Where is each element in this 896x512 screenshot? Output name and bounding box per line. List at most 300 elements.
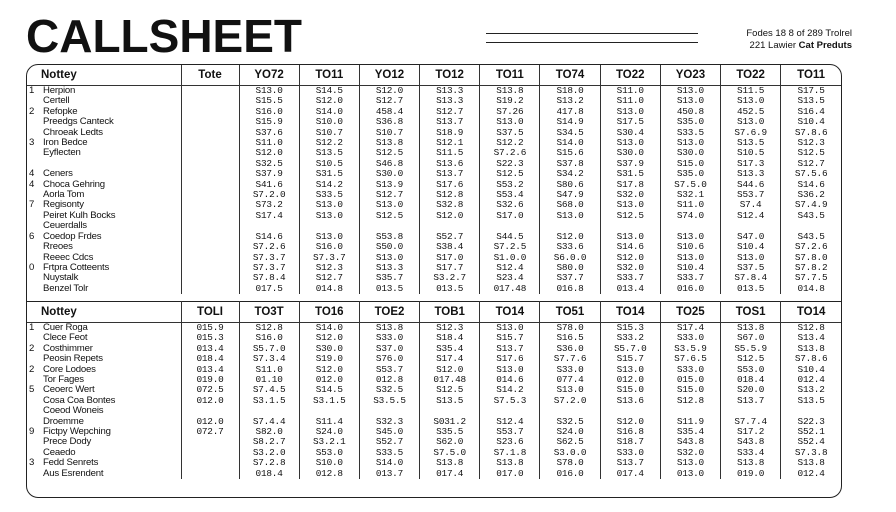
value-cell: S15.3 (600, 323, 660, 334)
tote-cell: 072.7 (181, 427, 239, 437)
value-cell: S35.7 (359, 273, 419, 283)
value-cell: S7.3.8 (781, 448, 841, 458)
value-cell: S10.4 (781, 117, 841, 127)
column-header-name: Nottey (27, 302, 181, 323)
value-cell: S13.8 (781, 458, 841, 468)
value-cell: 077.4 (540, 375, 600, 385)
value-cell: S53.7 (480, 427, 540, 437)
value-cell: S80.6 (540, 180, 600, 190)
value-cell (660, 406, 720, 416)
value-cell: 018.4 (239, 469, 299, 479)
table-row (27, 190, 841, 200)
tote-cell: 012.0 (181, 396, 239, 406)
value-cell (239, 221, 299, 231)
value-cell: S14.5 (299, 86, 359, 97)
value-cell: S12.3 (781, 138, 841, 148)
value-cell: S17.0 (480, 211, 540, 221)
value-cell: 013.5 (359, 284, 419, 294)
value-cell: S12.8 (781, 323, 841, 334)
value-cell: S13.0 (239, 86, 299, 97)
value-cell: S13.7 (420, 169, 480, 179)
row-name: Ceoerc Wert (43, 385, 95, 396)
value-cell: S12.7 (359, 190, 419, 200)
column-header-period: TO14 (480, 302, 540, 323)
row-name: Prece Dody (43, 437, 92, 448)
value-cell: 016.0 (660, 284, 720, 294)
column-header-period: YO72 (239, 65, 299, 86)
value-cell: S13.0 (299, 211, 359, 221)
value-cell: S10.0 (299, 117, 359, 127)
tote-cell: 072.5 (181, 385, 239, 395)
value-cell: S53.2 (480, 180, 540, 190)
value-cell: S12.7 (420, 107, 480, 117)
value-cell: S36.0 (540, 344, 600, 354)
value-cell: S7.8.6 (781, 128, 841, 138)
meta-line-2-prefix: 221 Lawier (749, 40, 797, 51)
row-label-cell (27, 406, 181, 416)
value-cell: S7.5.3 (480, 396, 540, 406)
value-cell: S17.4 (239, 211, 299, 221)
value-cell: S35.0 (660, 117, 720, 127)
value-cell: S32.5 (239, 159, 299, 169)
value-cell: S12.1 (420, 138, 480, 148)
table-row (27, 242, 841, 252)
row-label-cell (27, 138, 181, 148)
header-meta (746, 28, 852, 52)
value-cell: S12.8 (420, 190, 480, 200)
value-cell: 016.0 (540, 469, 600, 479)
value-cell: S15.6 (540, 148, 600, 158)
value-cell: S13.3 (420, 96, 480, 106)
value-cell: S33.2 (600, 333, 660, 343)
value-cell: S13.0 (600, 365, 660, 375)
table-row (27, 138, 841, 148)
value-cell: S12.0 (299, 365, 359, 375)
value-cell: S7.8.6 (781, 354, 841, 364)
value-cell: S16.0 (239, 107, 299, 117)
column-header-period: TO11 (480, 65, 540, 86)
value-cell: S11.4 (299, 417, 359, 427)
value-cell: S13.0 (660, 86, 720, 97)
value-cell: S3.5.9 (660, 344, 720, 354)
row-name: Iron Bedce (43, 138, 88, 149)
table-row (27, 107, 841, 117)
tote-cell: 013.4 (181, 344, 239, 354)
value-cell: S32.1 (660, 190, 720, 200)
value-cell: S12.0 (600, 417, 660, 427)
row-number: 4 (29, 179, 35, 190)
value-cell: S13.6 (600, 396, 660, 406)
column-header-period: YO23 (660, 65, 720, 86)
table-row (27, 128, 841, 138)
tote-cell (181, 117, 239, 127)
value-cell: 017.4 (600, 469, 660, 479)
tote-cell (181, 221, 239, 231)
header-rule-bottom (486, 42, 698, 43)
column-header-period: TO11 (781, 65, 841, 86)
value-cell: 017.0 (480, 469, 540, 479)
value-cell: S15.9 (239, 117, 299, 127)
table-row (27, 437, 841, 447)
value-cell: S32.5 (359, 385, 419, 395)
row-label-cell (27, 221, 181, 231)
column-header-period: TO14 (781, 302, 841, 323)
value-cell: S35.5 (420, 427, 480, 437)
tote-cell (181, 200, 239, 210)
value-cell: S33.5 (359, 448, 419, 458)
row-name: Ceners (43, 169, 73, 180)
table-row (27, 365, 841, 375)
row-name: Core Lodoes (43, 364, 96, 375)
callsheet-table-1 (27, 65, 841, 294)
value-cell: S13.0 (600, 232, 660, 242)
value-cell: 012.4 (781, 469, 841, 479)
row-name: Tor Fages (43, 375, 84, 386)
value-cell: S41.6 (239, 180, 299, 190)
value-cell: S15.5 (239, 96, 299, 106)
value-cell: 017.48 (420, 375, 480, 385)
value-cell: S13.8 (721, 458, 781, 468)
row-name: Preedgs Canteck (43, 117, 114, 128)
value-cell: S13.0 (480, 365, 540, 375)
table-row (27, 323, 841, 334)
row-number: 3 (29, 138, 35, 149)
tote-cell: 015.3 (181, 333, 239, 343)
value-cell (359, 221, 419, 231)
column-header-period: TOE2 (359, 302, 419, 323)
value-cell: 452.5 (721, 107, 781, 117)
value-cell: S13.0 (299, 200, 359, 210)
row-number: 1 (29, 322, 35, 333)
value-cell: 014.8 (781, 284, 841, 294)
row-label-cell (27, 417, 181, 427)
row-name: Peiret Kulh Bocks (43, 210, 116, 221)
table-row (27, 159, 841, 169)
value-cell: S12.0 (239, 148, 299, 158)
value-cell: S12.5 (480, 169, 540, 179)
tote-cell (181, 96, 239, 106)
value-cell: S35.4 (420, 344, 480, 354)
value-cell (480, 221, 540, 231)
value-cell: S10.4 (721, 242, 781, 252)
row-label-cell (27, 232, 181, 242)
value-cell: S14.6 (781, 180, 841, 190)
value-cell: S7.3.7 (299, 253, 359, 263)
row-name: Frtpra Cotteents (43, 262, 110, 273)
value-cell: S67.0 (721, 333, 781, 343)
value-cell (299, 221, 359, 231)
value-cell: S7.6.5 (660, 354, 720, 364)
callsheet-title: CALLSHEET (26, 10, 302, 62)
row-label-cell (27, 159, 181, 169)
tote-cell (181, 406, 239, 416)
value-cell: S14.0 (299, 107, 359, 117)
value-cell: S17.0 (420, 253, 480, 263)
tote-cell (181, 253, 239, 263)
value-cell: S13.0 (721, 117, 781, 127)
value-cell (540, 406, 600, 416)
row-name: Chroeak Ledts (43, 127, 103, 138)
tote-cell (181, 242, 239, 252)
value-cell: S7.4.9 (781, 200, 841, 210)
value-cell: S32.6 (480, 200, 540, 210)
value-cell: S20.0 (721, 385, 781, 395)
value-cell: S13.4 (781, 333, 841, 343)
value-cell: S16.4 (781, 107, 841, 117)
value-cell: S13.5 (781, 396, 841, 406)
value-cell: S10.7 (299, 128, 359, 138)
value-cell: S13.5 (721, 138, 781, 148)
value-cell: S13.6 (420, 159, 480, 169)
tote-cell (181, 469, 239, 479)
table-row (27, 354, 841, 364)
value-cell (540, 221, 600, 231)
column-header-period: YO12 (359, 65, 419, 86)
value-cell: S3.2.1 (299, 437, 359, 447)
value-cell: S52.4 (781, 437, 841, 447)
value-cell: S62.5 (540, 437, 600, 447)
value-cell: S33.0 (660, 333, 720, 343)
value-cell: 016.8 (540, 284, 600, 294)
row-label-cell (27, 458, 181, 468)
value-cell: S12.0 (359, 86, 419, 97)
value-cell: S12.4 (480, 263, 540, 273)
value-cell: S8.2.7 (239, 437, 299, 447)
row-name: Peosin Repets (43, 354, 103, 365)
value-cell: S10.5 (299, 159, 359, 169)
value-cell: S44.6 (721, 180, 781, 190)
table-row (27, 86, 841, 97)
table-row (27, 333, 841, 343)
value-cell: S14.9 (540, 117, 600, 127)
row-label-cell (27, 128, 181, 138)
value-cell: 450.8 (660, 107, 720, 117)
value-cell: S32.5 (540, 417, 600, 427)
value-cell: S7.2.5 (480, 242, 540, 252)
table-row (27, 385, 841, 395)
column-header-period: TO14 (600, 302, 660, 323)
value-cell: S80.0 (540, 263, 600, 273)
value-cell (600, 221, 660, 231)
value-cell: S10.4 (660, 263, 720, 273)
value-cell: 012.8 (359, 375, 419, 385)
value-cell: S37.5 (721, 263, 781, 273)
value-cell: S17.5 (781, 86, 841, 97)
value-cell: S13.7 (600, 458, 660, 468)
value-cell: S73.2 (239, 200, 299, 210)
row-number: 4 (29, 169, 35, 180)
value-cell: S14.0 (359, 458, 419, 468)
row-label-cell (27, 344, 181, 354)
row-name: Aus Esrendent (43, 468, 104, 479)
value-cell: S37.8 (540, 159, 600, 169)
value-cell: S12.5 (600, 211, 660, 221)
tote-cell (181, 232, 239, 242)
value-cell: S15.0 (660, 385, 720, 395)
table-row (27, 396, 841, 406)
value-cell (420, 221, 480, 231)
value-cell: S7.2.0 (239, 190, 299, 200)
value-cell: S52.1 (781, 427, 841, 437)
value-cell: S32.8 (420, 200, 480, 210)
value-cell: S13.0 (480, 323, 540, 334)
value-cell: S30.0 (359, 169, 419, 179)
row-label-cell (27, 190, 181, 200)
value-cell: S31.5 (299, 169, 359, 179)
row-label-cell (27, 180, 181, 190)
value-cell: S13.9 (359, 180, 419, 190)
column-header-period: TO22 (721, 65, 781, 86)
tote-cell (181, 180, 239, 190)
value-cell: S10.7 (359, 128, 419, 138)
value-cell: S12.4 (480, 417, 540, 427)
row-number: 5 (29, 385, 35, 396)
value-cell: S13.0 (660, 96, 720, 106)
value-cell: S37.9 (600, 159, 660, 169)
value-cell: S12.0 (299, 96, 359, 106)
value-cell: S33.5 (660, 128, 720, 138)
row-name: Herpion (43, 85, 76, 96)
table-row (27, 180, 841, 190)
value-cell: S14.0 (299, 323, 359, 334)
value-cell: S7.7.4 (721, 417, 781, 427)
value-cell: 018.4 (721, 375, 781, 385)
value-cell: S11.5 (420, 148, 480, 158)
value-cell: S62.0 (420, 437, 480, 447)
value-cell: 015.0 (660, 375, 720, 385)
value-cell: S13.3 (721, 169, 781, 179)
value-cell (239, 406, 299, 416)
row-label-cell (27, 448, 181, 458)
value-cell: S47.9 (540, 190, 600, 200)
value-cell: S7.2.8 (239, 458, 299, 468)
value-cell: S35.0 (660, 169, 720, 179)
value-cell: S44.5 (480, 232, 540, 242)
row-label-cell (27, 427, 181, 437)
value-cell: S16.0 (299, 242, 359, 252)
table-row (27, 406, 841, 416)
value-cell: 017.48 (480, 284, 540, 294)
value-cell: S43.5 (781, 211, 841, 221)
value-cell: S37.7 (540, 273, 600, 283)
row-name: Coeod Woneis (43, 406, 104, 417)
row-label-cell (27, 169, 181, 179)
column-header-tote: Tote (181, 65, 239, 86)
row-name: Coedop Frdes (43, 231, 102, 242)
value-cell: S12.8 (239, 323, 299, 334)
value-cell: S13.3 (420, 86, 480, 97)
value-cell: S68.0 (540, 200, 600, 210)
row-name: Choca Gehring (43, 179, 105, 190)
value-cell: S13.2 (540, 96, 600, 106)
value-cell: S13.0 (600, 107, 660, 117)
row-number: 6 (29, 231, 35, 242)
value-cell: S30.0 (299, 344, 359, 354)
row-name: Refopke (43, 106, 78, 117)
value-cell: S7.2.6 (480, 148, 540, 158)
value-cell: S14.5 (299, 385, 359, 395)
value-cell: S33.5 (299, 190, 359, 200)
value-cell: S33.7 (600, 273, 660, 283)
value-cell: S22.3 (480, 159, 540, 169)
value-cell: S17.6 (420, 180, 480, 190)
table-row (27, 375, 841, 385)
value-cell: S13.0 (299, 232, 359, 242)
value-cell: S7.1.8 (480, 448, 540, 458)
value-cell: S17.4 (660, 323, 720, 334)
value-cell: 013.0 (660, 469, 720, 479)
value-cell: S35.4 (660, 427, 720, 437)
value-cell: S13.5 (299, 148, 359, 158)
value-cell: S43.8 (721, 437, 781, 447)
value-cell: S12.7 (299, 273, 359, 283)
value-cell: S12.0 (420, 365, 480, 375)
value-cell: S13.7 (721, 396, 781, 406)
tote-cell (181, 148, 239, 158)
value-cell: S11.0 (660, 200, 720, 210)
value-cell: S13.0 (660, 253, 720, 263)
value-cell: S13.8 (721, 323, 781, 334)
value-cell: S7.6.9 (721, 128, 781, 138)
value-cell: S30.0 (660, 148, 720, 158)
value-cell: S30.4 (600, 128, 660, 138)
value-cell: 017.4 (420, 469, 480, 479)
value-cell: S31.5 (600, 169, 660, 179)
row-number: 1 (29, 85, 35, 96)
value-cell: S13.0 (540, 211, 600, 221)
row-label-cell (27, 284, 181, 294)
value-cell: S12.3 (420, 323, 480, 334)
table-row (27, 253, 841, 263)
value-cell: 017.5 (239, 284, 299, 294)
row-label-cell (27, 253, 181, 263)
meta-line-2-bold: Cat Preduts (798, 40, 852, 51)
column-header-period: TO74 (540, 65, 600, 86)
value-cell: S32.3 (359, 417, 419, 427)
row-name: Fedd Senrets (43, 458, 99, 469)
value-cell: S7.5.0 (420, 448, 480, 458)
column-header-period: TO12 (420, 65, 480, 86)
value-cell: 013.5 (721, 284, 781, 294)
table-2-header-row (27, 302, 841, 323)
value-cell: 012.0 (600, 375, 660, 385)
value-cell: S12.3 (299, 263, 359, 273)
value-cell: S7.8.0 (781, 253, 841, 263)
row-name: Rreoes (43, 242, 73, 253)
value-cell: S14.6 (239, 232, 299, 242)
value-cell: S13.0 (600, 200, 660, 210)
value-cell: S24.0 (299, 427, 359, 437)
value-cell: S37.5 (480, 128, 540, 138)
value-cell: 014.6 (480, 375, 540, 385)
table-row (27, 417, 841, 427)
row-label-cell (27, 437, 181, 447)
table-row (27, 96, 841, 106)
value-cell: 014.8 (299, 284, 359, 294)
row-name: Reeec Cdcs (43, 252, 94, 263)
value-cell: S47.0 (721, 232, 781, 242)
row-name: Nuystalk (43, 273, 79, 284)
value-cell: S13.0 (660, 232, 720, 242)
value-cell: S7.2.6 (239, 242, 299, 252)
value-cell: S7.7.5 (781, 273, 841, 283)
column-header-period: TO25 (660, 302, 720, 323)
value-cell: S37.6 (239, 128, 299, 138)
value-cell: S7.3.7 (239, 263, 299, 273)
value-cell: S13.5 (781, 96, 841, 106)
tote-cell (181, 458, 239, 468)
column-header-period: TO22 (600, 65, 660, 86)
